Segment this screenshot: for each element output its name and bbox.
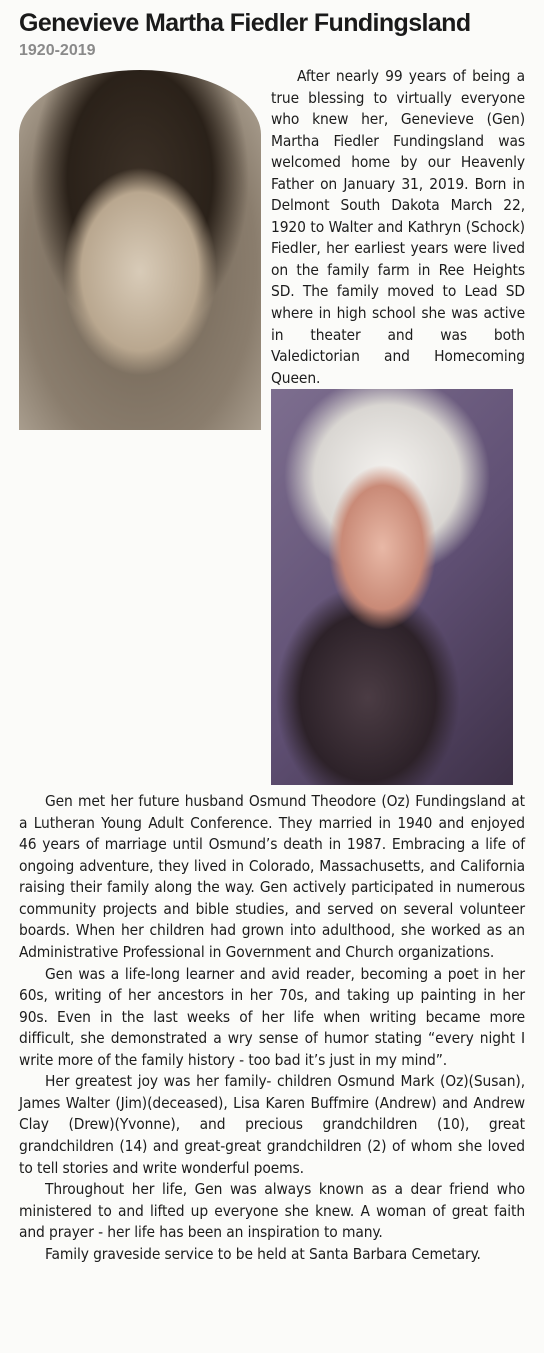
obituary-title: Genevieve Martha Fiedler Fundingsland [19, 9, 471, 37]
paragraph-4: Her greatest joy was her family- children Osmund Mark (Oz)(Susan), James Walter (Jim)(deceased), Lisa Karen Buffmire (Andrew) and Andrew Clay (Drew)(Yvonne), and precious grandchildren (10), great grandchildren (14) and great-great grandchildren (2) of whom she loved to tell stories and write wonderful poems. [19, 1072, 525, 1177]
portrait-young-photo [19, 70, 261, 430]
paragraph-5: Throughout her life, Gen was always known as a dear friend who ministered to and lifted up everyone she knew. A woman of great faith and prayer - her life has been an inspiration to many. [19, 1180, 525, 1242]
paragraph-1: After nearly 99 years of being a true blessing to virtually everyone who knew her, Genevieve (Gen) Martha Fiedler Fundingsland was welcomed home by our Heavenly Father on January 31, 2019. Born in Delmont South Dakota March 22, 1920 to Walter and Kathryn (Schock) Fiedler, her earliest years were lived on the family farm in Ree Heights SD. The family moved to Lead SD where in high school she was active in theater and was both Valedictorian and Homecoming Queen. [271, 67, 525, 387]
paragraph-2: Gen met her future husband Osmund Theodore (Oz) Fundingsland at a Lutheran Young Adult Conference. They married in 1940 and enjoyed 46 years of marriage until Osmund’s death in 1987. Embracing a life of ongoing adventure, they lived in Colorado, Massachusetts, and California raising their family along the way. Gen actively participated in numerous community projects and bible studies, and served on several volunteer boards. When her children had grown into adulthood, she worked as an Administrative Professional in Government and Church organizations. [19, 792, 525, 962]
obituary-body [19, 66, 525, 1265]
paragraph-6: Family graveside service to be held at Santa Barbara Cemetary. [45, 1244, 481, 1263]
portrait-elderly-photo [271, 389, 513, 785]
life-years: 1920-2019 [19, 42, 96, 59]
paragraph-3: Gen was a life-long learner and avid reader, becoming a poet in her 60s, writing of her ancestors in her 70s, and taking up painting in her 90s. Even in the last weeks of her life when writing became more difficult, she demonstrated a wry sense of humor stating “every night I write more of the family history - too bad it’s just in my mind”. [19, 964, 525, 1069]
